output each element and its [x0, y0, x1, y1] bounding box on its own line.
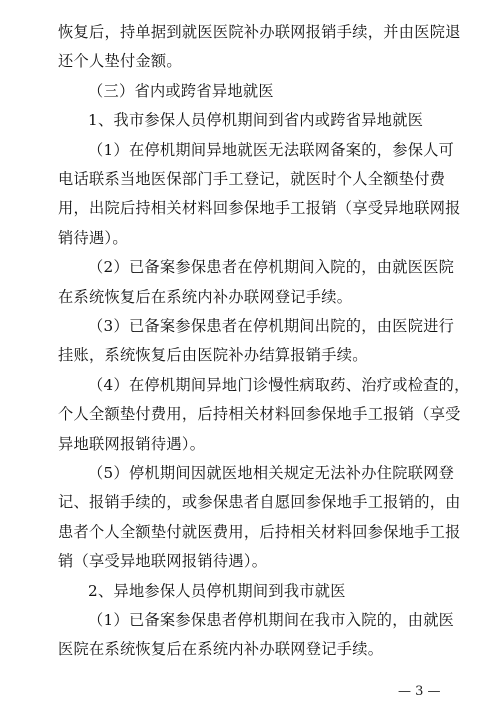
body-text-line: 销待遇）。: [58, 228, 128, 247]
page-number: — 3 —: [398, 684, 441, 699]
body-text-line: 恢复后，持单据到就医医院补办联网报销手续，并由医院退: [58, 23, 461, 41]
body-text-line: 患者个人全额垫付就医费用，后持相关材料回参保地手工报: [58, 522, 461, 541]
body-text-line: （3）已备案参保患者在停机期间出院的，由医院进行: [88, 317, 455, 335]
body-text-line: 记、报销手续的，或参保患者自愿回参保地手工报销的，由: [58, 493, 461, 512]
body-text-line: 1、我市参保人员停机期间到省内或跨省异地就医: [88, 111, 424, 130]
body-text-line: （5）停机期间因就医地相关规定无法补办住院联网登: [88, 464, 455, 482]
body-text-line: 医院在系统恢复后在系统内补办联网登记手续。: [58, 640, 384, 659]
body-text-line: 挂账，系统恢复后由医院补办结算报销手续。: [58, 346, 368, 365]
body-text-line: 还个人垫付金额。: [58, 52, 182, 71]
body-text-line: 2、异地参保人员停机期间到我市就医: [88, 581, 346, 600]
body-text-line: 在系统恢复后在系统内补办联网登记手续。: [58, 287, 353, 306]
body-text-line: 销（享受异地联网报销待遇）。: [58, 552, 268, 571]
body-text-line: （4）在停机期间异地门诊慢性病取药、治疗或检查的，: [88, 375, 470, 394]
body-text-line: 异地联网报销待遇）。: [58, 434, 206, 453]
body-text-line: 电话联系当地医保部门手工登记，就医时个人全额垫付费: [58, 170, 446, 188]
body-text-line: 用，出院后持相关材料回参保地手工报销（享受异地联网报: [58, 199, 461, 218]
body-text-line: 个人全额垫付费用，后持相关材料回参保地手工报销（享受: [58, 405, 461, 424]
body-text-line: （1）已备案参保患者停机期间在我市入院的，由就医: [88, 611, 455, 629]
body-text-line: （2）已备案参保患者在停机期间入院的，由就医医院: [88, 258, 455, 277]
body-text-line: （三）省内或跨省异地就医: [88, 81, 274, 100]
body-text-line: （1）在停机期间异地就医无法联网备案的，参保人可: [88, 140, 455, 159]
